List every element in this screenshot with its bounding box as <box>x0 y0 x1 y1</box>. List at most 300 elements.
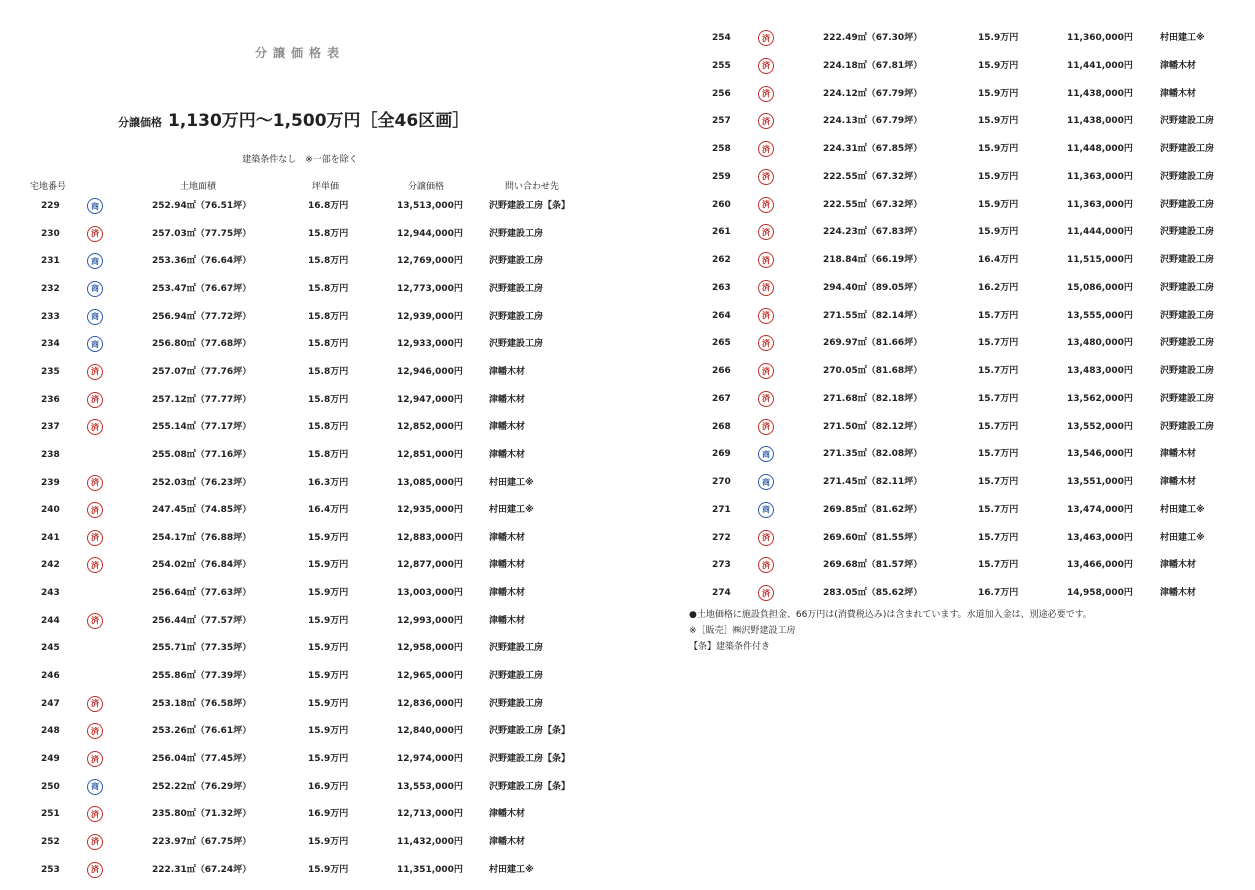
unit-price: 16.4万円 <box>978 255 1019 265</box>
contact: 津幡木材 <box>489 366 526 377</box>
land-area: 222.49㎡（67.30坪） <box>823 33 923 43</box>
lot-number: 230 <box>41 228 60 239</box>
table-row <box>0 334 1255 352</box>
sold-badge: 済 <box>758 58 774 74</box>
land-area: 247.45㎡（74.85坪） <box>152 505 252 516</box>
land-area: 269.85㎡（81.62坪） <box>823 504 923 515</box>
sold-badge: 済 <box>758 335 774 351</box>
sale-price: 12,840,000円 <box>397 726 463 737</box>
sale-price: 12,851,000円 <box>397 449 463 460</box>
land-area: 283.05㎡（85.62坪） <box>823 588 923 598</box>
unit-price: 15.8万円 <box>308 422 349 433</box>
contact: 沢野建設工房 <box>1160 421 1215 432</box>
sale-price: 13,483,000円 <box>1067 366 1133 376</box>
footnote: ※［販売］㈱沢野建設工房 <box>689 626 796 636</box>
sale-price: 12,958,000円 <box>397 643 463 654</box>
land-area: 270.05㎡（81.68坪） <box>823 366 923 376</box>
unit-price: 15.7万円 <box>978 504 1019 515</box>
header-price: 分譲価格 <box>408 182 445 192</box>
table-row <box>0 223 1255 241</box>
land-area: 254.17㎡（76.88坪） <box>152 532 252 543</box>
table-row <box>0 140 1255 158</box>
contact: 津幡木材 <box>489 615 526 626</box>
lot-number: 269 <box>712 449 731 460</box>
sold-badge: 済 <box>758 113 774 129</box>
lot-number: 233 <box>41 311 60 322</box>
lot-number: 267 <box>712 393 731 404</box>
sold-badge: 済 <box>758 363 774 379</box>
sale-price: 12,965,000円 <box>397 671 463 682</box>
header-area: 土地面積 <box>180 182 217 192</box>
sold-badge: 済 <box>758 280 774 296</box>
contact: 津幡木材 <box>1160 588 1197 598</box>
sale-price: 12,836,000円 <box>397 698 463 709</box>
business-badge: 商 <box>87 309 103 325</box>
lot-number: 260 <box>712 199 731 210</box>
lot-number: 246 <box>41 671 60 682</box>
contact: 村田建工※ <box>1160 33 1205 43</box>
sale-price: 12,713,000円 <box>397 809 463 820</box>
sold-badge: 済 <box>758 585 774 601</box>
sale-price: 11,515,000円 <box>1067 255 1133 265</box>
sale-price: 12,877,000円 <box>397 560 463 571</box>
land-area: 257.07㎡（77.76坪） <box>152 366 252 377</box>
sold-badge: 済 <box>87 475 103 491</box>
unit-price: 15.9万円 <box>308 588 349 599</box>
unit-price: 15.9万円 <box>308 836 349 847</box>
table-row <box>0 307 1255 325</box>
unit-price: 15.9万円 <box>978 171 1019 182</box>
contact: 沢野建設工房 <box>489 311 544 322</box>
contact: 沢野建設工房 <box>489 698 544 709</box>
lot-number: 234 <box>41 339 60 350</box>
sold-badge: 済 <box>758 86 774 102</box>
unit-price: 15.9万円 <box>978 60 1019 71</box>
unit-price: 15.8万円 <box>308 339 349 350</box>
contact: 沢野建設工房 <box>489 283 544 294</box>
contact: 津幡木材 <box>1160 88 1197 99</box>
unit-price: 15.7万円 <box>978 366 1019 376</box>
lot-number: 274 <box>712 588 731 598</box>
table-row <box>0 85 1255 103</box>
contact: 沢野建設工房 <box>1160 310 1215 321</box>
table-row <box>0 362 1255 380</box>
sale-price: 12,993,000円 <box>397 615 463 626</box>
table-row <box>0 501 1255 519</box>
contact: 沢野建設工房【条】 <box>489 726 571 737</box>
land-area: 256.80㎡（77.68坪） <box>152 339 252 350</box>
sale-price: 14,958,000円 <box>1067 588 1133 598</box>
lot-number: 232 <box>41 283 60 294</box>
business-badge: 商 <box>87 281 103 297</box>
contact: 村田建工※ <box>489 505 534 516</box>
sale-price: 13,463,000円 <box>1067 532 1133 543</box>
lot-number: 266 <box>712 366 731 376</box>
table-row <box>0 196 1255 214</box>
business-badge: 商 <box>758 502 774 518</box>
land-area: 255.08㎡（77.16坪） <box>152 449 252 460</box>
contact: 津幡木材 <box>489 836 526 847</box>
land-area: 218.84㎡（66.19坪） <box>823 255 923 265</box>
unit-price: 16.7万円 <box>978 588 1019 598</box>
land-area: 271.55㎡（82.14坪） <box>823 310 923 321</box>
land-area: 269.97㎡（81.66坪） <box>823 338 923 349</box>
lot-number: 235 <box>41 366 60 377</box>
land-area: 256.64㎡（77.63坪） <box>152 588 252 599</box>
unit-price: 15.9万円 <box>308 698 349 709</box>
lot-number: 271 <box>712 504 731 515</box>
sold-badge: 済 <box>758 252 774 268</box>
lot-number: 265 <box>712 338 731 349</box>
contact: 津幡木材 <box>489 809 526 820</box>
unit-price: 16.8万円 <box>308 201 349 211</box>
contact: 津幡木材 <box>489 422 526 433</box>
sale-price: 11,438,000円 <box>1067 88 1133 99</box>
lot-number: 272 <box>712 532 731 543</box>
lot-number: 252 <box>41 836 60 847</box>
footnote: ●土地価格に施設負担金、66万円は(消費税込み)は含まれています。水道加入金は、別途必要です。 <box>689 610 1092 620</box>
sale-price: 12,946,000円 <box>397 366 463 377</box>
contact: 沢野建設工房 <box>489 228 544 239</box>
unit-price: 15.9万円 <box>308 560 349 571</box>
sale-price: 13,546,000円 <box>1067 449 1133 460</box>
unit-price: 15.9万円 <box>978 116 1019 127</box>
unit-price: 16.3万円 <box>308 477 349 488</box>
table-row <box>0 778 1255 796</box>
sold-badge: 済 <box>87 862 103 878</box>
land-area: 224.23㎡（67.83坪） <box>823 227 923 238</box>
contact: 沢野建設工房 <box>1160 116 1215 127</box>
lot-number: 248 <box>41 726 60 737</box>
sale-price: 11,363,000円 <box>1067 171 1133 182</box>
sale-price: 13,562,000円 <box>1067 393 1133 404</box>
lot-number: 259 <box>712 171 731 182</box>
unit-price: 15.9万円 <box>978 88 1019 99</box>
contact: 沢野建設工房【条】 <box>489 781 571 792</box>
land-area: 255.86㎡（77.39坪） <box>152 671 252 682</box>
lot-number: 240 <box>41 505 60 516</box>
land-area: 252.03㎡（76.23坪） <box>152 477 252 488</box>
lot-number: 245 <box>41 643 60 654</box>
lot-number: 249 <box>41 754 60 764</box>
sold-badge: 済 <box>758 30 774 46</box>
unit-price: 15.8万円 <box>308 283 349 294</box>
unit-price: 15.7万円 <box>978 477 1019 487</box>
unit-price: 15.9万円 <box>308 671 349 682</box>
sale-price: 12,773,000円 <box>397 283 463 294</box>
lot-number: 264 <box>712 310 731 321</box>
header-lot: 宅地番号 <box>30 182 67 192</box>
lot-number: 236 <box>41 394 60 405</box>
sale-price: 13,555,000円 <box>1067 310 1133 321</box>
unit-price: 15.8万円 <box>308 366 349 377</box>
lot-number: 256 <box>712 88 731 99</box>
land-area: 254.02㎡（76.84坪） <box>152 560 252 571</box>
sale-price: 11,363,000円 <box>1067 199 1133 210</box>
land-area: 252.22㎡（76.29坪） <box>152 781 252 792</box>
table-row <box>0 29 1255 47</box>
lot-number: 237 <box>41 422 60 433</box>
table-row <box>0 556 1255 574</box>
sold-badge: 済 <box>758 391 774 407</box>
land-area: 271.45㎡（82.11坪） <box>823 477 923 487</box>
sale-price: 11,360,000円 <box>1067 33 1133 43</box>
contact: 津幡木材 <box>1160 477 1197 487</box>
contact: 沢野建設工房 <box>1160 227 1215 238</box>
sale-price: 11,438,000円 <box>1067 116 1133 127</box>
contact: 村田建工※ <box>1160 532 1205 543</box>
lot-number: 243 <box>41 588 60 599</box>
unit-price: 15.9万円 <box>308 726 349 737</box>
lot-number: 261 <box>712 227 731 238</box>
contact: 沢野建設工房 <box>489 256 544 267</box>
table-row <box>0 418 1255 436</box>
lot-number: 244 <box>41 615 60 626</box>
sale-price: 12,947,000円 <box>397 394 463 405</box>
unit-price: 15.7万円 <box>978 532 1019 543</box>
business-badge: 商 <box>758 446 774 462</box>
contact: 津幡木材 <box>489 560 526 571</box>
lot-number: 270 <box>712 477 731 487</box>
price-summary-value: 1,130万円〜1,500万円［全46区画］ <box>168 111 470 131</box>
lot-number: 247 <box>41 698 60 709</box>
sold-badge: 済 <box>87 613 103 629</box>
lot-number: 262 <box>712 255 731 265</box>
lot-number: 239 <box>41 477 60 488</box>
contact: 沢野建設工房 <box>1160 199 1215 210</box>
sold-badge: 済 <box>87 419 103 435</box>
table-row <box>0 251 1255 269</box>
table-row <box>0 390 1255 408</box>
business-badge: 商 <box>87 198 103 214</box>
sold-badge: 済 <box>758 419 774 435</box>
unit-price: 15.7万円 <box>978 449 1019 460</box>
sold-badge: 済 <box>87 530 103 546</box>
sale-price: 12,944,000円 <box>397 228 463 239</box>
contact: 津幡木材 <box>1160 560 1197 571</box>
unit-price: 15.9万円 <box>308 643 349 654</box>
sold-badge: 済 <box>758 141 774 157</box>
contact: 村田建工※ <box>489 864 534 875</box>
land-area: 256.04㎡（77.45坪） <box>152 754 252 764</box>
unit-price: 15.7万円 <box>978 338 1019 349</box>
table-row <box>0 279 1255 297</box>
unit-price: 15.9万円 <box>978 227 1019 238</box>
land-area: 223.97㎡（67.75坪） <box>152 836 252 847</box>
unit-price: 15.7万円 <box>978 560 1019 571</box>
lot-number: 257 <box>712 116 731 127</box>
sold-badge: 済 <box>758 557 774 573</box>
unit-price: 15.9万円 <box>978 199 1019 210</box>
table-row <box>0 667 1255 685</box>
sold-badge: 済 <box>758 530 774 546</box>
table-row <box>0 112 1255 130</box>
sold-badge: 済 <box>87 751 103 767</box>
unit-price: 15.7万円 <box>978 310 1019 321</box>
footnote: 【条】建築条件付き <box>689 642 771 652</box>
business-badge: 商 <box>87 253 103 269</box>
condition-note: 建築条件なし ※一部を除く <box>242 155 358 165</box>
lot-number: 254 <box>712 33 731 43</box>
contact: 村田建工※ <box>489 477 534 488</box>
table-row <box>0 833 1255 851</box>
land-area: 294.40㎡（89.05坪） <box>823 282 923 293</box>
unit-price: 15.7万円 <box>978 421 1019 432</box>
land-area: 256.94㎡（77.72坪） <box>152 311 252 322</box>
land-area: 224.18㎡（67.81坪） <box>823 60 923 71</box>
sold-badge: 済 <box>87 557 103 573</box>
sale-price: 12,769,000円 <box>397 256 463 267</box>
sale-price: 11,432,000円 <box>397 836 463 847</box>
table-row <box>0 722 1255 740</box>
table-row <box>0 57 1255 75</box>
table-row <box>0 168 1255 186</box>
land-area: 256.44㎡（77.57坪） <box>152 615 252 626</box>
lot-number: 231 <box>41 256 60 267</box>
sale-price: 13,480,000円 <box>1067 338 1133 349</box>
header-unit-price: 坪単価 <box>312 182 340 192</box>
land-area: 224.31㎡（67.85坪） <box>823 144 923 154</box>
table-row <box>0 805 1255 823</box>
unit-price: 15.9万円 <box>308 754 349 764</box>
contact: 沢野建設工房 <box>1160 282 1215 293</box>
land-area: 257.12㎡（77.77坪） <box>152 394 252 405</box>
sold-badge: 済 <box>87 364 103 380</box>
land-area: 253.26㎡（76.61坪） <box>152 726 252 737</box>
land-area: 252.94㎡（76.51坪） <box>152 201 252 211</box>
sold-badge: 済 <box>87 502 103 518</box>
contact: 沢野建設工房 <box>1160 366 1215 376</box>
land-area: 269.60㎡（81.55坪） <box>823 532 923 543</box>
land-area: 235.80㎡（71.32坪） <box>152 809 252 820</box>
lot-number: 229 <box>41 201 60 211</box>
sale-price: 13,474,000円 <box>1067 504 1133 515</box>
sale-price: 12,933,000円 <box>397 339 463 350</box>
land-area: 257.03㎡（77.75坪） <box>152 228 252 239</box>
lot-number: 238 <box>41 449 60 460</box>
contact: 沢野建設工房 <box>489 643 544 654</box>
sold-badge: 済 <box>87 392 103 408</box>
lot-number: 268 <box>712 421 731 432</box>
business-badge: 商 <box>87 336 103 352</box>
contact: 沢野建設工房 <box>489 671 544 682</box>
lot-number: 273 <box>712 560 731 571</box>
sale-price: 11,351,000円 <box>397 864 463 875</box>
unit-price: 16.4万円 <box>308 505 349 516</box>
land-area: 224.13㎡（67.79坪） <box>823 116 923 127</box>
unit-price: 15.8万円 <box>308 228 349 239</box>
sale-price: 13,551,000円 <box>1067 477 1133 487</box>
price-summary-label: 分譲価格 <box>118 116 162 129</box>
sold-badge: 済 <box>758 169 774 185</box>
sale-price: 12,939,000円 <box>397 311 463 322</box>
land-area: 222.31㎡（67.24坪） <box>152 864 252 875</box>
lot-number: 263 <box>712 282 731 293</box>
sale-price: 12,935,000円 <box>397 505 463 516</box>
unit-price: 15.8万円 <box>308 394 349 405</box>
page-title: 分譲価格表 <box>254 46 345 60</box>
land-area: 271.50㎡（82.12坪） <box>823 421 923 432</box>
contact: 沢野建設工房 <box>1160 255 1215 265</box>
business-badge: 商 <box>758 474 774 490</box>
unit-price: 15.8万円 <box>308 449 349 460</box>
table-row <box>0 529 1255 547</box>
sold-badge: 済 <box>758 224 774 240</box>
land-area: 255.14㎡（77.17坪） <box>152 422 252 433</box>
business-badge: 商 <box>87 779 103 795</box>
table-row <box>0 473 1255 491</box>
table-row <box>0 445 1255 463</box>
contact: 津幡木材 <box>1160 60 1197 71</box>
sale-price: 13,553,000円 <box>397 781 463 792</box>
table-row <box>0 584 1255 602</box>
unit-price: 16.9万円 <box>308 781 349 792</box>
contact: 沢野建設工房 <box>1160 171 1215 182</box>
table-row <box>0 861 1255 879</box>
contact: 沢野建設工房【条】 <box>489 201 571 211</box>
contact: 津幡木材 <box>1160 449 1197 460</box>
sold-badge: 済 <box>87 696 103 712</box>
unit-price: 15.8万円 <box>308 256 349 267</box>
land-area: 253.18㎡（76.58坪） <box>152 698 252 709</box>
contact: 沢野建設工房【条】 <box>489 754 571 764</box>
sale-price: 11,448,000円 <box>1067 144 1133 154</box>
sale-price: 13,003,000円 <box>397 588 463 599</box>
sold-badge: 済 <box>87 723 103 739</box>
lot-number: 253 <box>41 864 60 875</box>
table-row <box>0 695 1255 713</box>
sale-price: 11,444,000円 <box>1067 227 1133 238</box>
header-contact: 問い合わせ先 <box>505 182 560 192</box>
contact: 津幡木材 <box>489 532 526 543</box>
land-area: 269.68㎡（81.57坪） <box>823 560 923 571</box>
sold-badge: 済 <box>87 834 103 850</box>
sale-price: 11,441,000円 <box>1067 60 1133 71</box>
lot-number: 251 <box>41 809 60 820</box>
footnotes <box>689 607 1092 655</box>
sale-price: 13,466,000円 <box>1067 560 1133 571</box>
sold-badge: 済 <box>758 308 774 324</box>
unit-price: 16.9万円 <box>308 809 349 820</box>
land-area: 222.55㎡（67.32坪） <box>823 171 923 182</box>
sale-price: 12,852,000円 <box>397 422 463 433</box>
sold-badge: 済 <box>87 226 103 242</box>
sold-badge: 済 <box>87 806 103 822</box>
lot-number: 255 <box>712 60 731 71</box>
contact: 村田建工※ <box>1160 504 1205 515</box>
sold-badge: 済 <box>758 197 774 213</box>
contact: 沢野建設工房 <box>489 339 544 350</box>
unit-price: 15.9万円 <box>308 864 349 875</box>
lot-number: 250 <box>41 781 60 792</box>
unit-price: 15.9万円 <box>308 532 349 543</box>
contact: 津幡木材 <box>489 449 526 460</box>
land-area: 253.47㎡（76.67坪） <box>152 283 252 294</box>
sale-price: 12,974,000円 <box>397 754 463 764</box>
sale-price: 13,552,000円 <box>1067 421 1133 432</box>
contact: 沢野建設工房 <box>1160 338 1215 349</box>
land-area: 224.12㎡（67.79坪） <box>823 88 923 99</box>
unit-price: 15.9万円 <box>978 144 1019 154</box>
unit-price: 16.2万円 <box>978 282 1019 293</box>
lot-number: 242 <box>41 560 60 571</box>
contact: 津幡木材 <box>489 588 526 599</box>
land-area: 271.35㎡（82.08坪） <box>823 449 923 460</box>
land-area: 255.71㎡（77.35坪） <box>152 643 252 654</box>
sale-price: 13,085,000円 <box>397 477 463 488</box>
contact: 沢野建設工房 <box>1160 144 1215 154</box>
unit-price: 15.9万円 <box>308 615 349 626</box>
